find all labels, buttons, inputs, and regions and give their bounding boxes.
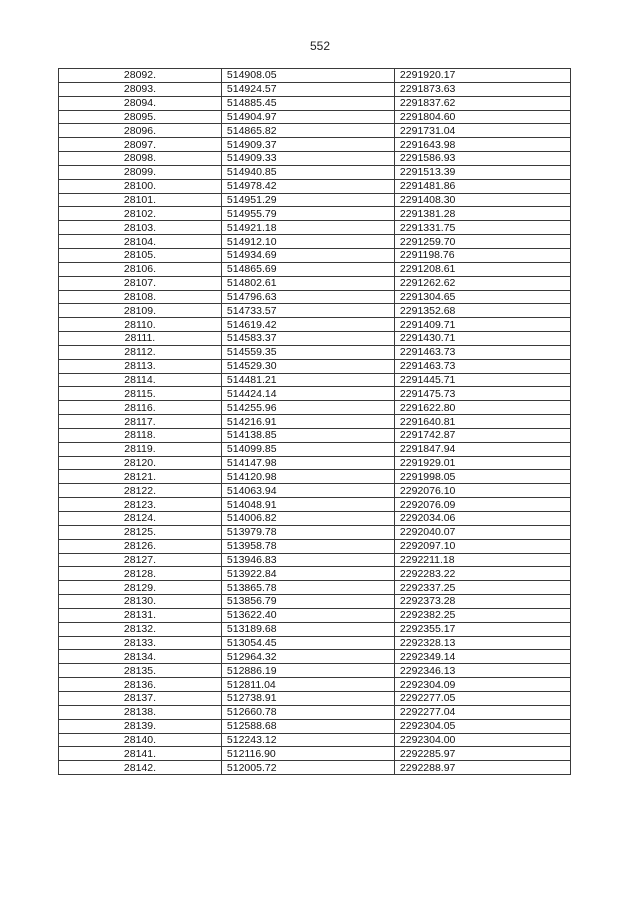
point-id-cell: 28121. (59, 470, 222, 484)
x-coordinate-cell: 514909.33 (221, 152, 394, 166)
point-id-cell: 28137. (59, 691, 222, 705)
point-id-cell: 28141. (59, 747, 222, 761)
point-id-cell: 28138. (59, 705, 222, 719)
point-id-cell: 28106. (59, 262, 222, 276)
x-coordinate-cell: 514099.85 (221, 442, 394, 456)
y-coordinate-cell: 2291837.62 (394, 96, 570, 110)
x-coordinate-cell: 514120.98 (221, 470, 394, 484)
point-id-cell: 28115. (59, 387, 222, 401)
x-coordinate-cell: 512116.90 (221, 747, 394, 761)
point-id-cell: 28111. (59, 332, 222, 346)
point-id-cell: 28140. (59, 733, 222, 747)
table-row (59, 96, 571, 110)
table-row (59, 193, 571, 207)
table-row (59, 512, 571, 526)
table-row (59, 539, 571, 553)
point-id-cell: 28136. (59, 678, 222, 692)
y-coordinate-cell: 2291640.81 (394, 415, 570, 429)
point-id-cell: 28109. (59, 304, 222, 318)
y-coordinate-cell: 2291463.73 (394, 359, 570, 373)
point-id-cell: 28132. (59, 622, 222, 636)
x-coordinate-cell: 514559.35 (221, 345, 394, 359)
x-coordinate-cell: 514865.82 (221, 124, 394, 138)
x-coordinate-cell: 514216.91 (221, 415, 394, 429)
y-coordinate-cell: 2292304.09 (394, 678, 570, 692)
table-row (59, 318, 571, 332)
y-coordinate-cell: 2292304.00 (394, 733, 570, 747)
x-coordinate-cell: 513856.79 (221, 595, 394, 609)
table-row (59, 179, 571, 193)
point-id-cell: 28130. (59, 595, 222, 609)
table-row (59, 207, 571, 221)
x-coordinate-cell: 514802.61 (221, 276, 394, 290)
y-coordinate-cell: 2292076.10 (394, 484, 570, 498)
table-row (59, 373, 571, 387)
y-coordinate-cell: 2291198.76 (394, 248, 570, 262)
point-id-cell: 28124. (59, 512, 222, 526)
point-id-cell: 28108. (59, 290, 222, 304)
y-coordinate-cell: 2291643.98 (394, 138, 570, 152)
y-coordinate-cell: 2292285.97 (394, 747, 570, 761)
table-row (59, 622, 571, 636)
y-coordinate-cell: 2292346.13 (394, 664, 570, 678)
table-row (59, 470, 571, 484)
point-id-cell: 28114. (59, 373, 222, 387)
y-coordinate-cell: 2291463.73 (394, 345, 570, 359)
x-coordinate-cell: 514796.63 (221, 290, 394, 304)
y-coordinate-cell: 2291331.75 (394, 221, 570, 235)
point-id-cell: 28110. (59, 318, 222, 332)
table-row (59, 595, 571, 609)
table-row (59, 442, 571, 456)
table-row (59, 345, 571, 359)
point-id-cell: 28133. (59, 636, 222, 650)
y-coordinate-cell: 2291304.65 (394, 290, 570, 304)
y-coordinate-cell: 2291408.30 (394, 193, 570, 207)
y-coordinate-cell: 2291586.93 (394, 152, 570, 166)
point-id-cell: 28135. (59, 664, 222, 678)
point-id-cell: 28102. (59, 207, 222, 221)
table-row (59, 165, 571, 179)
y-coordinate-cell: 2291409.71 (394, 318, 570, 332)
point-id-cell: 28105. (59, 248, 222, 262)
x-coordinate-cell: 514619.42 (221, 318, 394, 332)
x-coordinate-cell: 514048.91 (221, 498, 394, 512)
table-row (59, 110, 571, 124)
x-coordinate-cell: 513979.78 (221, 525, 394, 539)
table-row (59, 484, 571, 498)
x-coordinate-cell: 514955.79 (221, 207, 394, 221)
y-coordinate-cell: 2291475.73 (394, 387, 570, 401)
point-id-cell: 28128. (59, 567, 222, 581)
x-coordinate-cell: 514481.21 (221, 373, 394, 387)
y-coordinate-cell: 2291622.80 (394, 401, 570, 415)
y-coordinate-cell: 2292040.07 (394, 525, 570, 539)
table-row (59, 401, 571, 415)
x-coordinate-cell: 514934.69 (221, 248, 394, 262)
x-coordinate-cell: 514865.69 (221, 262, 394, 276)
x-coordinate-cell: 514424.14 (221, 387, 394, 401)
point-id-cell: 28126. (59, 539, 222, 553)
y-coordinate-cell: 2292211.18 (394, 553, 570, 567)
x-coordinate-cell: 514006.82 (221, 512, 394, 526)
page-number: 552 (309, 39, 331, 53)
x-coordinate-cell: 514924.57 (221, 82, 394, 96)
y-coordinate-cell: 2291929.01 (394, 456, 570, 470)
y-coordinate-cell: 2291998.05 (394, 470, 570, 484)
y-coordinate-cell: 2292034.06 (394, 512, 570, 526)
x-coordinate-cell: 512738.91 (221, 691, 394, 705)
table-row (59, 124, 571, 138)
coordinates-table (58, 68, 571, 775)
table-row (59, 290, 571, 304)
x-coordinate-cell: 514921.18 (221, 221, 394, 235)
x-coordinate-cell: 514583.37 (221, 332, 394, 346)
table-row (59, 69, 571, 83)
point-id-cell: 28097. (59, 138, 222, 152)
y-coordinate-cell: 2291352.68 (394, 304, 570, 318)
table-row (59, 761, 571, 775)
x-coordinate-cell: 512811.04 (221, 678, 394, 692)
y-coordinate-cell: 2291731.04 (394, 124, 570, 138)
point-id-cell: 28098. (59, 152, 222, 166)
point-id-cell: 28100. (59, 179, 222, 193)
y-coordinate-cell: 2291445.71 (394, 373, 570, 387)
x-coordinate-cell: 513922.84 (221, 567, 394, 581)
x-coordinate-cell: 512588.68 (221, 719, 394, 733)
table-row (59, 276, 571, 290)
point-id-cell: 28094. (59, 96, 222, 110)
x-coordinate-cell: 512005.72 (221, 761, 394, 775)
x-coordinate-cell: 514951.29 (221, 193, 394, 207)
y-coordinate-cell: 2291804.60 (394, 110, 570, 124)
y-coordinate-cell: 2291259.70 (394, 235, 570, 249)
y-coordinate-cell: 2292277.04 (394, 705, 570, 719)
point-id-cell: 28134. (59, 650, 222, 664)
x-coordinate-cell: 514147.98 (221, 456, 394, 470)
point-id-cell: 28093. (59, 82, 222, 96)
point-id-cell: 28119. (59, 442, 222, 456)
table-row (59, 221, 571, 235)
y-coordinate-cell: 2292337.25 (394, 581, 570, 595)
table-row (59, 304, 571, 318)
x-coordinate-cell: 512660.78 (221, 705, 394, 719)
table-row (59, 387, 571, 401)
point-id-cell: 28120. (59, 456, 222, 470)
table-row (59, 664, 571, 678)
point-id-cell: 28131. (59, 608, 222, 622)
y-coordinate-cell: 2292277.05 (394, 691, 570, 705)
y-coordinate-cell: 2292382.25 (394, 608, 570, 622)
x-coordinate-cell: 514733.57 (221, 304, 394, 318)
table-row (59, 428, 571, 442)
table-row (59, 553, 571, 567)
table-row (59, 525, 571, 539)
x-coordinate-cell: 514912.10 (221, 235, 394, 249)
table-row (59, 608, 571, 622)
x-coordinate-cell: 512964.32 (221, 650, 394, 664)
x-coordinate-cell: 512886.19 (221, 664, 394, 678)
point-id-cell: 28116. (59, 401, 222, 415)
y-coordinate-cell: 2292076.09 (394, 498, 570, 512)
coordinates-table-body (59, 69, 571, 775)
table-row (59, 733, 571, 747)
x-coordinate-cell: 513054.45 (221, 636, 394, 650)
point-id-cell: 28099. (59, 165, 222, 179)
y-coordinate-cell: 2291430.71 (394, 332, 570, 346)
x-coordinate-cell: 514255.96 (221, 401, 394, 415)
y-coordinate-cell: 2292349.14 (394, 650, 570, 664)
y-coordinate-cell: 2291920.17 (394, 69, 570, 83)
x-coordinate-cell: 513189.68 (221, 622, 394, 636)
point-id-cell: 28103. (59, 221, 222, 235)
point-id-cell: 28104. (59, 235, 222, 249)
point-id-cell: 28101. (59, 193, 222, 207)
table-row (59, 705, 571, 719)
point-id-cell: 28092. (59, 69, 222, 83)
table-row (59, 415, 571, 429)
y-coordinate-cell: 2292283.22 (394, 567, 570, 581)
table-row (59, 332, 571, 346)
table-row (59, 82, 571, 96)
table-row (59, 152, 571, 166)
x-coordinate-cell: 514908.05 (221, 69, 394, 83)
table-row (59, 359, 571, 373)
x-coordinate-cell: 513622.40 (221, 608, 394, 622)
table-row (59, 235, 571, 249)
y-coordinate-cell: 2291513.39 (394, 165, 570, 179)
y-coordinate-cell: 2292288.97 (394, 761, 570, 775)
y-coordinate-cell: 2291208.61 (394, 262, 570, 276)
y-coordinate-cell: 2291262.62 (394, 276, 570, 290)
y-coordinate-cell: 2292355.17 (394, 622, 570, 636)
table-row (59, 581, 571, 595)
table-row (59, 747, 571, 761)
table-row (59, 498, 571, 512)
x-coordinate-cell: 513958.78 (221, 539, 394, 553)
point-id-cell: 28095. (59, 110, 222, 124)
x-coordinate-cell: 513865.78 (221, 581, 394, 595)
table-row (59, 138, 571, 152)
point-id-cell: 28096. (59, 124, 222, 138)
table-row (59, 248, 571, 262)
y-coordinate-cell: 2291381.28 (394, 207, 570, 221)
point-id-cell: 28112. (59, 345, 222, 359)
table-row (59, 456, 571, 470)
x-coordinate-cell: 514978.42 (221, 179, 394, 193)
table-row (59, 719, 571, 733)
table-row (59, 567, 571, 581)
point-id-cell: 28125. (59, 525, 222, 539)
x-coordinate-cell: 514885.45 (221, 96, 394, 110)
y-coordinate-cell: 2291873.63 (394, 82, 570, 96)
x-coordinate-cell: 513946.83 (221, 553, 394, 567)
point-id-cell: 28123. (59, 498, 222, 512)
point-id-cell: 28113. (59, 359, 222, 373)
y-coordinate-cell: 2292097.10 (394, 539, 570, 553)
x-coordinate-cell: 514909.37 (221, 138, 394, 152)
point-id-cell: 28129. (59, 581, 222, 595)
point-id-cell: 28142. (59, 761, 222, 775)
y-coordinate-cell: 2292328.13 (394, 636, 570, 650)
x-coordinate-cell: 512243.12 (221, 733, 394, 747)
table-row (59, 691, 571, 705)
point-id-cell: 28118. (59, 428, 222, 442)
point-id-cell: 28107. (59, 276, 222, 290)
table-row (59, 636, 571, 650)
x-coordinate-cell: 514529.30 (221, 359, 394, 373)
x-coordinate-cell: 514138.85 (221, 428, 394, 442)
point-id-cell: 28127. (59, 553, 222, 567)
x-coordinate-cell: 514063.94 (221, 484, 394, 498)
x-coordinate-cell: 514940.85 (221, 165, 394, 179)
point-id-cell: 28139. (59, 719, 222, 733)
y-coordinate-cell: 2292373.28 (394, 595, 570, 609)
x-coordinate-cell: 514904.97 (221, 110, 394, 124)
table-row (59, 262, 571, 276)
point-id-cell: 28117. (59, 415, 222, 429)
y-coordinate-cell: 2292304.05 (394, 719, 570, 733)
point-id-cell: 28122. (59, 484, 222, 498)
table-row (59, 678, 571, 692)
y-coordinate-cell: 2291847.94 (394, 442, 570, 456)
y-coordinate-cell: 2291481.86 (394, 179, 570, 193)
y-coordinate-cell: 2291742.87 (394, 428, 570, 442)
table-row (59, 650, 571, 664)
